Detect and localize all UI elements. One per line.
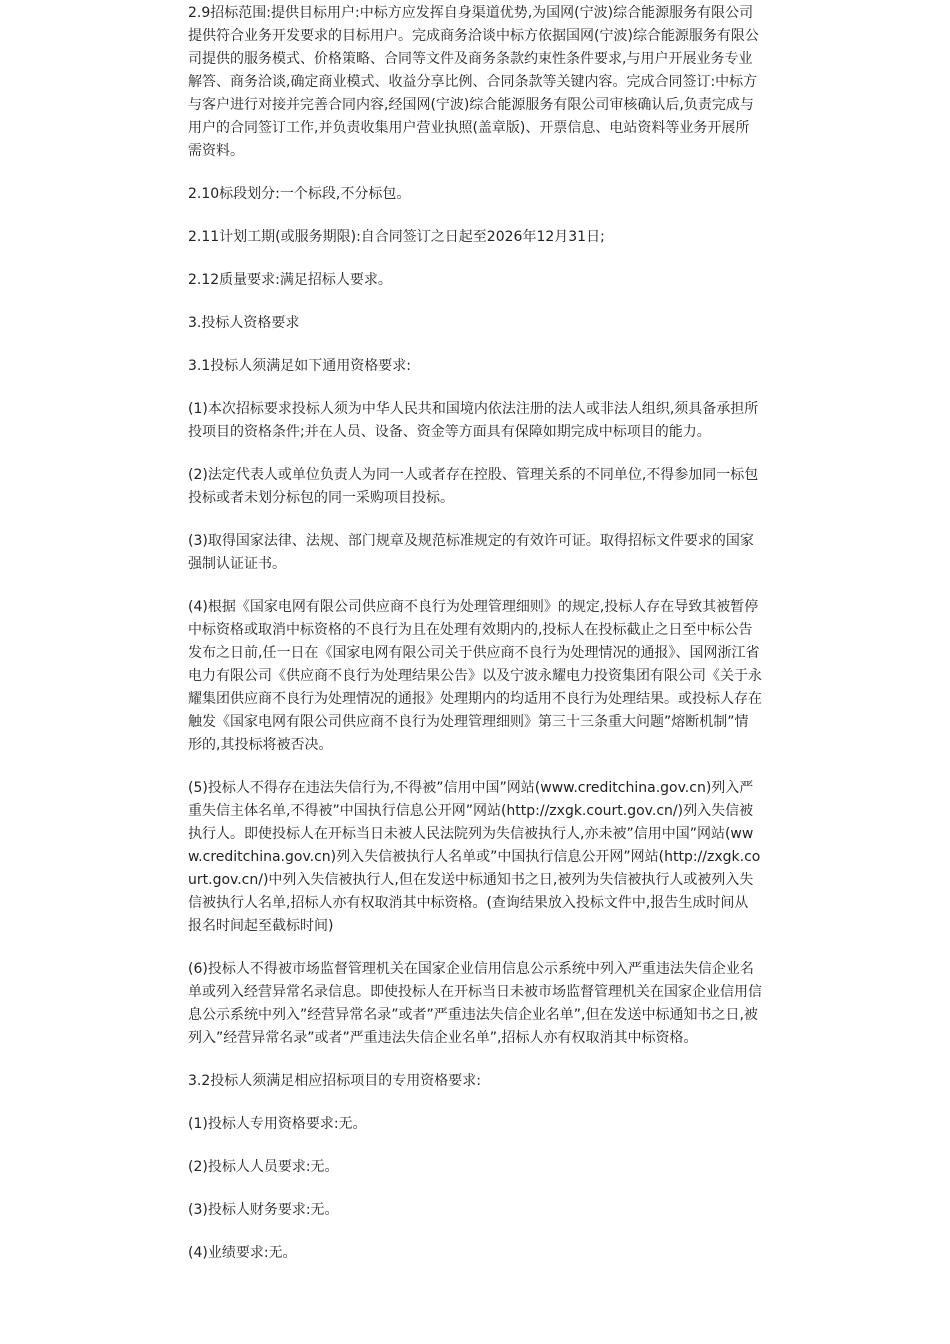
requirement-5: (5)投标人不得存在违法失信行为,不得被”信用中国”网站(www.creditchina.gov.cn)列入严重失信主体名单,不得被”中国执行信息公开网”网站(http://zxgk.court.gov.cn/)列入失信被执行人。即使投标人在开标当日未被人民法院列为失信被执行人,亦未被”信用中国”网站(www.creditchina.gov.cn)列入失信被执行人名单或”中国执行信息公开网”网站(http://zxgk.court.gov.cn/)中列入失信被执行人,但在发送中标通知书之日,被列为失信被执行人或被列入失信被执行人名单,招标人亦有权取消其中标资格。(查询结果放入投标文件中,报告生成时间从报名时间起至截标时间) (188, 780, 761, 934)
document-body (188, 0, 762, 1285)
section-2-11-schedule: 2.11计划工期(或服务期限):自合同签订之日起至2026年12月31日; (188, 229, 605, 245)
special-requirement-4: (4)业绩要求:无。 (188, 1245, 297, 1261)
special-requirement-3: (3)投标人财务要求:无。 (188, 1202, 339, 1218)
section-2-12-quality: 2.12质量要求:满足招标人要求。 (188, 272, 392, 288)
section-3-1-heading: 3.1投标人须满足如下通用资格要求: (188, 358, 411, 374)
special-requirement-1: (1)投标人专用资格要求:无。 (188, 1116, 367, 1132)
requirement-3: (3)取得国家法律、法规、部门规章及规范标准规定的有效许可证。取得招标文件要求的国家强制认证证书。 (188, 533, 754, 572)
requirement-4: (4)根据《国家电网有限公司供应商不良行为处理管理细则》的规定,投标人存在导致其被暂停中标资格或取消中标资格的不良行为且在处理有效期内的,投标人在投标截止之日至中标公告发布之日前,任一日在《国家电网有限公司关于供应商不良行为处理情况的通报》、国网浙江省电力有限公司《供应商不良行为处理结果公告》以及宁波永耀电力投资集团有限公司《关于永耀集团供应商不良行为处理情况的通报》处理期内的均适用不良行为处理结果。或投标人存在触发《国家电网有限公司供应商不良行为处理管理细则》第三十三条重大问题”熔断机制”情形的,其投标将被否决。 (188, 599, 762, 753)
requirement-6: (6)投标人不得被市场监督管理机关在国家企业信用信息公示系统中列入严重违法失信企业名单或列入经营异常名录信息。即使投标人在开标当日未被市场监督管理机关在国家企业信用信息公示系统中列入”经营异常名录”或者”严重违法失信企业名单”,但在发送中标通知书之日,被列入”经营异常名录”或者”严重违法失信企业名单”,招标人亦有权取消其中标资格。 (188, 961, 762, 1046)
section-3-2-heading: 3.2投标人须满足相应招标项目的专用资格要求: (188, 1073, 481, 1089)
section-2-10-lots: 2.10标段划分:一个标段,不分标包。 (188, 186, 411, 202)
section-2-9-scope: 2.9招标范围:提供目标用户:中标方应发挥自身渠道优势,为国网(宁波)综合能源服务有限公司提供符合业务开发要求的目标用户。完成商务洽谈中标方依据国网(宁波)综合能源服务有限公司提供的服务模式、价格策略、合同等文件及商务条款约束性条件要求,与用户开展业务专业解答、商务洽谈,确定商业模式、收益分享比例、合同条款等关键内容。完成合同签订:中标方与客户进行对接并完善合同内容,经国网(宁波)综合能源服务有限公司审核确认后,负责完成与用户的合同签订工作,并负责收集用户营业执照(盖章版)、开票信息、电站资料等业务开展所需资料。 (188, 5, 759, 159)
requirement-2: (2)法定代表人或单位负责人为同一人或者存在控股、管理关系的不同单位,不得参加同一标包投标或者未划分标包的同一采购项目投标。 (188, 467, 759, 506)
requirement-1: (1)本次招标要求投标人须为中华人民共和国境内依法注册的法人或非法人组织,须具备承担所投项目的资格条件;并在人员、设备、资金等方面具有保障如期完成中标项目的能力。 (188, 401, 759, 440)
section-3-heading: 3.投标人资格要求 (188, 315, 300, 331)
special-requirement-2: (2)投标人人员要求:无。 (188, 1159, 339, 1175)
